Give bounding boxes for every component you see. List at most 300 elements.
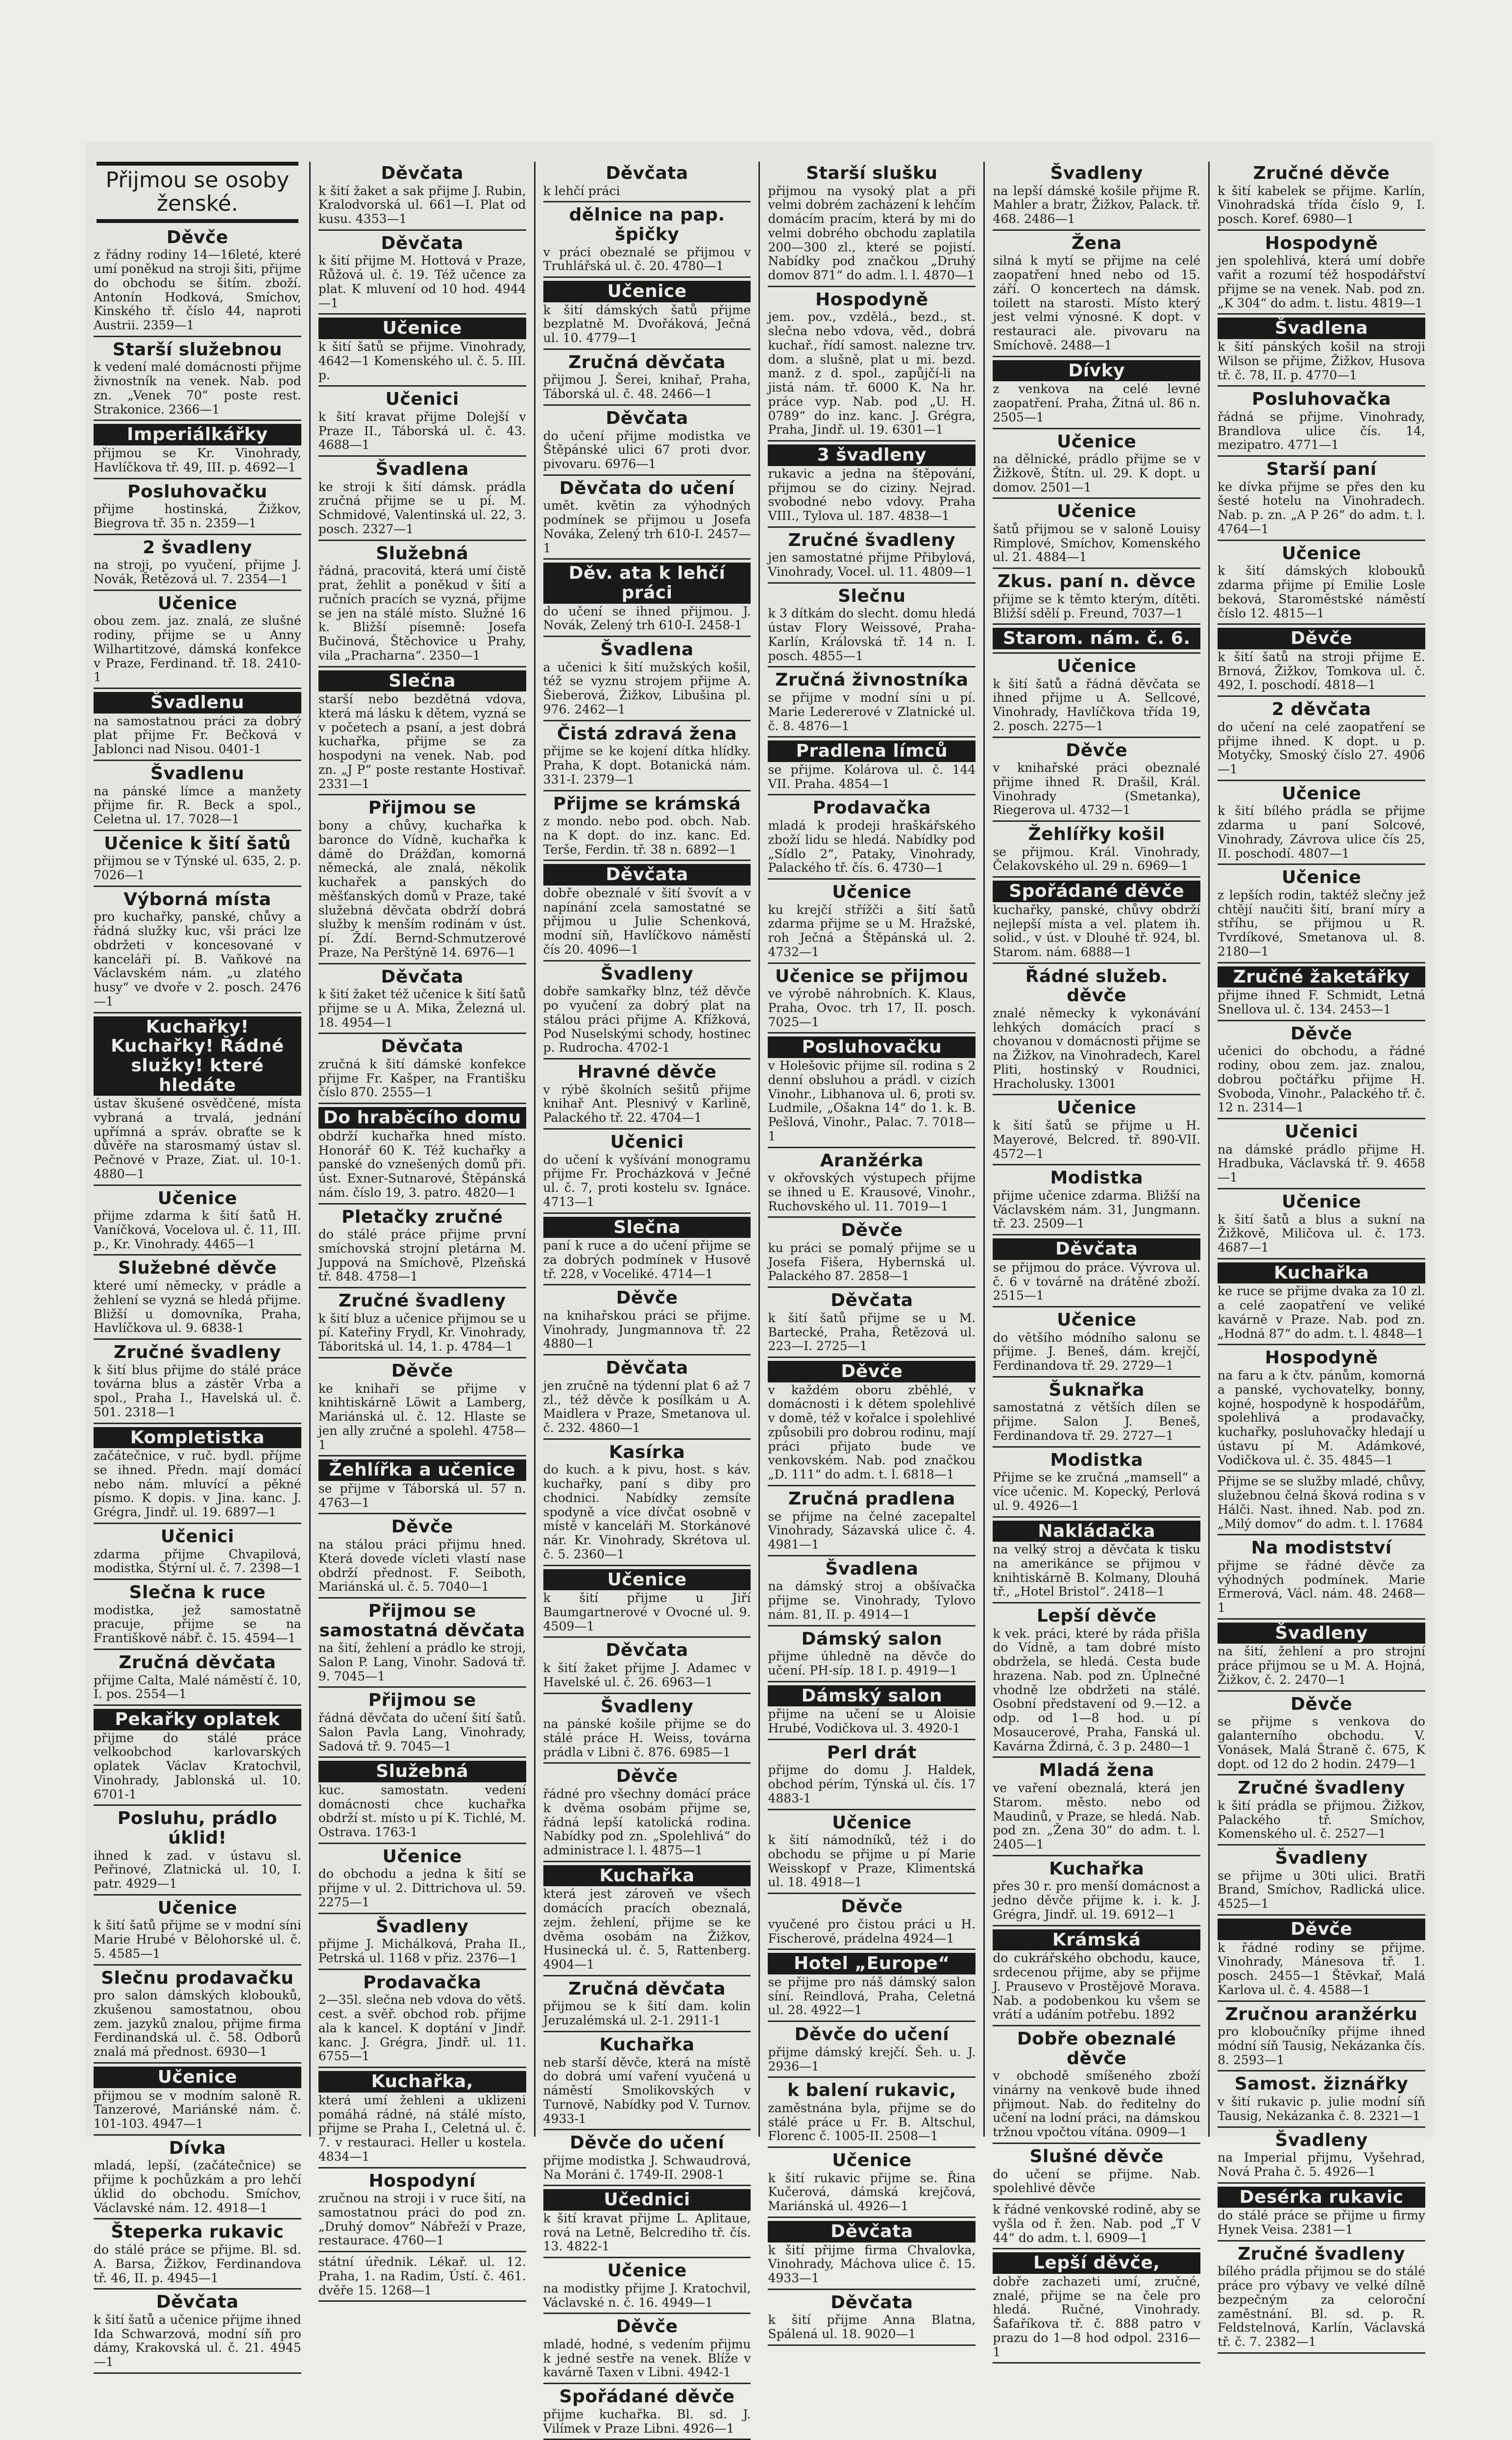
ad-title: Švadleny: [1275, 2130, 1368, 2150]
ad-divider: [318, 2167, 526, 2169]
ad-body: do stálé práce se přijme u firmy Hynek Veisa. 2381—1: [1218, 2208, 1425, 2237]
ad-divider: [318, 1103, 526, 1104]
ad-divider: [768, 1555, 975, 1556]
ad-title: Desérka rukavic: [1218, 2187, 1425, 2208]
ad-title: Učenice: [157, 1188, 238, 1208]
classified-ad: [543, 2317, 751, 2380]
ad-divider: [318, 1597, 526, 1599]
classified-ad: [543, 1062, 751, 1125]
ad-body: na Imperial přijmu, Vyšehrad, Nová Praha č. 5. 4926—1: [1218, 2150, 1425, 2179]
ad-title: Učednici: [543, 2189, 751, 2211]
ad-body: k šití pánských košil na stroji Wilson se přijme, Žižkov, Husova tř. č. 78, II. p. 4770—1: [1218, 340, 1425, 382]
ad-body: k šití blus přijme do stálé práce továrna blus a zástěr Vrba a spol., Praha I., Havelská ul. č. 501. 2318—1: [94, 1362, 301, 1419]
ad-title: Učenice: [1057, 501, 1137, 522]
ad-divider: [543, 790, 751, 791]
ad-body: přijmou J. Šerei, knihař, Praha, Táborská ul. č. 48. 2466—1: [543, 372, 751, 401]
ad-divider: [543, 1284, 751, 1285]
classified-ad: [993, 1238, 1200, 1303]
ad-title: Žehlířky košil: [1028, 824, 1165, 845]
ads-columns: [86, 162, 1433, 2436]
ad-title: dělnice na pap. špičky: [569, 205, 725, 245]
ad-title: Děvče: [616, 2317, 678, 2337]
classified-ad: [1218, 868, 1425, 959]
ad-body: dobře obeznalé v šití švovít a v napínání zcela samostatné se přijmou u Julie Schenková, modní síň, Havlíčkovo náměstí čís 20. 4096—1: [543, 886, 751, 957]
ad-body: z venkova na celé levné zaopatření. Praha, Žitná ul. 86 n. 2505—1: [993, 382, 1201, 424]
ad-divider: [993, 1855, 1200, 1856]
ad-title: Pekařky oplatek: [94, 1709, 301, 1730]
classified-ad: [768, 2025, 975, 2073]
ad-body: přijmou se v modním saloně R. Tanzerové, Mariánské nám. č. 101-103. 4947—1: [94, 2088, 301, 2131]
ad-divider: [1218, 385, 1425, 387]
ad-body: modistka, jež samostatně pracuje, přijme se na Františkově nábř. č. 15. 4594—1: [94, 1602, 301, 1646]
ad-body: z řádny rodiny 14—16leté, které umí poněkud na stroji šiti, přijme do obchodu se šitím. zboží. Antonín Hodková, Smíchov, Kinského tř. číslo 44, naproti Austrii. 2359—1: [94, 247, 301, 333]
ad-divider: [768, 2344, 975, 2346]
ad-body: na modistky přijme J. Kratochvil, Václavské n. č. 16. 4949—1: [543, 2281, 751, 2310]
ad-title: Kompletistka: [94, 1427, 301, 1449]
classified-ad: [1218, 2005, 1425, 2068]
classified-ad: [1218, 1623, 1425, 1687]
ad-title: Zručné švadleny: [1238, 2243, 1405, 2264]
ad-title: Děvče: [616, 1288, 678, 1308]
ad-body: přijme hostinská, Žižkov, Biegrova tř. 35 n. 2359—1: [94, 502, 301, 530]
ad-divider: [543, 558, 751, 560]
ad-body: dobře samkařky blnz, též děvče po vyučení za dobrý plat na stálou práci přijme A. Kfížková, Pod Nuselskými schody, hostinec p. Rudrocha. 4702-1: [543, 984, 751, 1055]
ad-body: přes 30 r. pro menší domácnost a jedno děvče přijme k. i. k. J. Grégra, Jindř. ul. 19. 6912—1: [993, 1879, 1201, 1922]
classified-ad: [318, 544, 526, 663]
ad-divider: [318, 1455, 526, 1456]
ad-divider: [543, 1693, 751, 1694]
ad-title: Šteperka rukavic: [111, 2222, 284, 2243]
ad-body: se přijme s venkova do galanterního obchodu. V. Vonásek, Malá Štraně č. 675, K dopt. od 12 do 2 hodin. 2479—1: [1218, 1714, 1425, 1771]
ad-title: Učenici: [1284, 1122, 1359, 1142]
ad-divider: [1218, 2070, 1425, 2071]
ad-divider: [1218, 1690, 1425, 1692]
ad-title: Děvče: [1218, 628, 1425, 649]
ad-body: jen spolehlivá, která umí dobře vařit a rozumí též hospodářství přijme se na venek. Nab. pod zn. „K 304“ do adm. t. listu. 4819—1: [1218, 253, 1425, 310]
ad-title: Učenici: [385, 389, 459, 410]
ad-column: [983, 162, 1208, 2359]
classified-ad: [543, 1697, 751, 1760]
ad-body: samostatná z větších dílen se přijme. Salon J. Beneš, Ferdinandova tř. 29. 2727—1: [993, 1400, 1201, 1443]
ad-column: [86, 162, 309, 2369]
ad-divider: [94, 1804, 301, 1806]
classified-ad: [318, 390, 526, 452]
classified-ad: [1218, 1348, 1425, 1467]
ad-divider: [993, 497, 1200, 499]
ad-title: Švadlena: [825, 1558, 919, 1579]
ad-title: Lepší děvče: [1037, 1606, 1157, 1627]
ad-title: Služebná: [318, 1761, 526, 1782]
ad-body: v obchodě smíšeného zboží vinárny na venkově bude ihned přijmout. Nab. do ředitelny do učení na lodní práci, na dámskou tržnou vpočtou vítána. 0909—1: [993, 2069, 1201, 2140]
classified-ad: [318, 2071, 526, 2164]
classified-ad: [318, 1459, 526, 1510]
ad-divider: [993, 2362, 1200, 2364]
ad-divider: [993, 2198, 1200, 2200]
classified-ad: [94, 1189, 301, 1252]
ad-body: na dámský stroj a obšívačka přijme se. Vinohrady, Tylovo nám. 81, II. p. 4914—1: [768, 1579, 976, 1622]
classified-ad: [993, 2029, 1200, 2140]
ad-body: přijme Calta, Malé náměstí č. 10, I. pos. 2554—1: [94, 1673, 301, 1701]
ad-divider: [94, 590, 301, 591]
ad-body: začátečnice, v ruč. bydl. příjme se ihned. Předn. mají domácí nebo nám. mluvící a pěkné písmo. K dopis. v Jina. kanc. J. Grégra, Jindř. ul. 19. 6897—1: [94, 1449, 301, 1520]
ad-divider: [993, 229, 1200, 231]
ad-title: Na modistství: [1251, 1538, 1392, 1558]
ad-title: Učenice: [1281, 543, 1362, 564]
ad-divider: [318, 2251, 526, 2252]
ad-body: ku krejčí střížči a šití šatů zdarma přijme se u M. Hražské, roh Ječná a Štěpánská ul. 2. 4732—1: [768, 902, 976, 959]
ad-divider: [768, 1147, 975, 1148]
classified-ad: [768, 1953, 975, 2018]
classified-ad: [318, 234, 526, 311]
ad-divider: [318, 1357, 526, 1358]
ad-divider: [768, 2217, 975, 2218]
ad-title: Děvčata: [381, 966, 463, 987]
classified-ad: [94, 538, 301, 587]
classified-ad: [768, 444, 975, 523]
ad-divider: [318, 794, 526, 795]
ad-divider: [993, 820, 1200, 822]
ad-divider: [543, 2129, 751, 2130]
ad-body: k šití žaket přijme J. Adamec v Havelské ul. č. 26. 6963—1: [543, 1661, 751, 1689]
classified-ad: [768, 883, 975, 960]
ad-title: Slušné děvče: [1029, 2146, 1164, 2167]
section-title: Přijmou se osoby ženské.: [105, 168, 290, 217]
ad-body: paní k ruce a do učení přijme se za dobrých podmínek v Husově tř. 228, v Voceliké. 4714—1: [543, 1238, 751, 1281]
ad-body: obdrží kuchařka hned místo. Honorář 60 K. Též kuchařky a panské do vznešených domů při. úst. Exner-Sutnarové, Štěpánská nám. číslo 19, 3. patro. 4820—1: [318, 1129, 526, 1200]
ad-divider: [94, 1578, 301, 1580]
ad-column: [309, 162, 534, 2297]
ad-title: Zručné švadleny: [114, 1342, 281, 1363]
ad-title: Imperiálkářky: [94, 424, 301, 445]
classified-ad: [1218, 1122, 1425, 1185]
ad-body: z mondo. nebo pod. obch. Nab. na K dopt. do inz. kanc. Ed. Terše, Ferdin. tř. 38 n. 6892—1: [543, 814, 751, 857]
ad-title: Kasírka: [609, 1442, 685, 1462]
ad-title: Posluhu, prádlo úklid!: [117, 1808, 277, 1848]
ad-divider: [768, 1032, 975, 1034]
classified-ad: [1218, 1919, 1425, 1997]
classified-ad: [543, 1288, 751, 1351]
classified-ad: [543, 281, 751, 345]
ad-body: k šití šatů a učenice přijme ihned Ida Schwarzová, modní síň pro dámy, Krakovská ul. č. 21. 4945—1: [94, 2312, 301, 2369]
ad-title: Učenice: [1281, 783, 1362, 804]
ad-title: Učenice: [1281, 867, 1362, 888]
ad-body: do obchodu a jedna k šití se přijme v ul. 2. Dittrichova ul. 59. 2275—1: [318, 1867, 526, 1909]
classified-ad: [543, 1979, 751, 2028]
classified-ad: [768, 1897, 975, 1946]
ad-divider: [543, 474, 751, 476]
ad-divider: [94, 1704, 301, 1706]
ad-body: řádná se přijme. Vinohrady, Brandlova ulice čís. 14, mezipatro. 4771—1: [1218, 409, 1425, 452]
ad-body: ve vaření obeznalá, která jen Starom. město. nebo od Maudinů, v Praze, se hledá. Nab. pod zn. „Žena 30“ do adm. t. l. 2405—1: [993, 1781, 1201, 1852]
ad-body: do stálé práce přijme první smíchovská strojní pletárna M. Juppová na Smíchově, Plzeňská tř. 848. 4758—1: [318, 1227, 526, 1284]
ad-title: Samost. žiznářky: [1234, 2074, 1409, 2095]
ad-divider: [768, 666, 975, 667]
ad-title: Švadleny: [600, 1696, 694, 1717]
ad-divider: [94, 760, 301, 761]
ad-divider: [768, 1485, 975, 1486]
ad-column: [758, 162, 983, 2341]
classified-ad: [94, 1709, 301, 1801]
section-header: [94, 162, 301, 223]
ad-title: Kuchařka: [1218, 1262, 1425, 1284]
ad-body: přijme ihned F. Schmidt, Letná Snellova ul. č. 134. 2453—1: [1218, 988, 1425, 1017]
classified-ad: [94, 1427, 301, 1520]
classified-ad: [318, 1107, 526, 1200]
classified-ad: [318, 1973, 526, 2064]
ad-title: Pletačky zručné: [341, 1207, 503, 1227]
classified-ad: [1218, 1475, 1425, 1531]
ad-title: Přijmou se: [368, 1690, 476, 1711]
classified-ad: [768, 164, 975, 283]
ad-divider: [94, 478, 301, 479]
classified-ad: [94, 1343, 301, 1420]
classified-ad: [318, 967, 526, 1030]
classified-ad: [768, 1813, 975, 1890]
ad-body: do kuch. a k pivu, host. s káv. kuchařky, paní s diby pro chodnici. Nabídky zemsíte spodyně a více dívčat osobně v místě v kanceláři M. Storkánové nár. Kr. Vinohrady, Skrétova ul. č. 5. 2360—1: [543, 1462, 751, 1561]
ad-divider: [543, 1861, 751, 1862]
ad-body: k 3 dítkám do slecht. domu hledá ústav Flory Weissové, Praha-Karlín, Královská tř. 14 n. I. posch. 4855—1: [768, 606, 976, 663]
ad-title: Modistka: [1050, 1168, 1143, 1188]
ad-title: Mladá žena: [1039, 1760, 1154, 1781]
classified-ad: [94, 228, 301, 333]
ad-body: Přijme se se služby mladé, chůvy, služebnou čelná šková rodina s v Hálči. Nast. ihned. Nab. pod zn. „Milý domov“ do adm. t. l. 17684: [1218, 1474, 1425, 1531]
ad-body: do učení přijme modistka ve Štěpánské ulici 67 proti dvor. pivovaru. 6976—1: [543, 428, 751, 471]
ad-body: k šití bluz a učenice přijmou se u pí. Kateřiny Frydl, Kr. Vinohrady, Táboritská ul. 14, 1. p. 4784—1: [318, 1311, 526, 1354]
classified-ad: [94, 2067, 301, 2131]
ad-divider: [768, 1809, 975, 1810]
ad-divider: [318, 666, 526, 667]
ad-divider: [318, 385, 526, 387]
classified-ad: [543, 353, 751, 401]
classified-ad: [993, 234, 1200, 353]
classified-ad: [318, 1847, 526, 1910]
ad-title: Kuchařky! Kuchařky! Řádné služky! které hledáte: [94, 1016, 301, 1096]
ad-divider: [94, 688, 301, 689]
classified-ad: [993, 1521, 1200, 1600]
ad-divider: [1218, 1118, 1425, 1119]
ad-body: které umí německy, v prádle a žehlení se vyzná se hledá přijme. Bližší u domovníka, Praha, Havlíčkova ul. 9. 6838-1: [94, 1279, 301, 1335]
ad-body: se přijme. Kolárova ul. č. 144 VII. Praha. 4854—1: [768, 762, 976, 791]
ad-title: Učenice: [832, 882, 912, 902]
ad-title: Děvčata: [381, 163, 463, 183]
ad-divider: [1218, 2352, 1425, 2354]
classified-ad: [543, 640, 751, 717]
ad-title: Švadlenu: [150, 763, 244, 784]
ad-divider: [1218, 1020, 1425, 1021]
ad-body: ústav škušené osvědčené, místa vybraná a trvalá, jednání upřímná a správ. obraťte se k důvěře na starosmamý ústav sl. Pečnové v Praze, Ziat. ul. 10-1. 4880—1: [94, 1096, 301, 1181]
ad-divider: [543, 1212, 751, 1214]
ad-body: ke dívka přijme se přes den ku šesté hotelu na Vinohradech. Nab. p. zn. „A P 26“ do adm. t. l. 4764—1: [1218, 479, 1425, 536]
ad-title: Kuchařka: [1049, 1858, 1145, 1879]
classified-ad: [318, 164, 526, 226]
ad-divider: [1218, 962, 1425, 963]
ad-title: Švadleny: [1050, 163, 1143, 183]
ad-body: do učení k vyšívání monogramu přijme Fr. Procházková v Ječné ul. č. 7, proti kostelu sv. Ignáce. 4713—1: [543, 1152, 751, 1209]
classified-ad: [543, 479, 751, 556]
ad-divider: [768, 1948, 975, 1950]
ad-title: Hotel „Europe“: [768, 1953, 975, 1974]
classified-ad: [768, 1743, 975, 1806]
ad-title: Zručné švadleny: [1238, 1778, 1405, 1799]
ad-body: bony a chůvy, kuchařka k baronce do Vídně, kuchařka k dámě do Drážďan, komorná německá, ale znalá, několik kuchařek a panských do měšťanských domů v Praze, také služebná děvčata obdrží dobrá služby k menším rodinám v úst. pí. Ždí. Bernd-Schmutzerové Praze, Na Perštýně 14. 6976—1: [318, 818, 526, 960]
ad-divider: [94, 1012, 301, 1013]
classified-ad: [768, 531, 975, 579]
ad-body: k šití šatů přijme se u M. Bartecké, Praha, Řetězová ul. 223—I. 2725—1: [768, 1310, 976, 1354]
ad-body: ke stroji k šití dámsk. prádla zručná přijme se u pí. M. Schmidové, Valentinská ul. 22, 3. posch. 2327—1: [318, 479, 526, 536]
ad-title: Hospodyně: [1265, 233, 1378, 253]
ad-body: se přijmou do práce. Vývrova ul. č. 6 v továrně na drátěné zboží. 2515—1: [993, 1260, 1201, 1303]
ad-title: Zručné děvče: [1253, 163, 1390, 183]
ad-divider: [543, 1438, 751, 1440]
ad-divider: [1218, 1534, 1425, 1535]
classified-ad: [768, 587, 975, 664]
ad-title: Učenice: [832, 1812, 912, 1833]
ad-body: rukavic a jedna na štěpování, přijmou se do ciziny. Nejrad. svobodné nebo vdovy. Praha VIII., Tylova ul. 187. 4838—1: [768, 466, 976, 523]
ad-title: Švadleny: [1275, 1848, 1368, 1869]
ad-title: Děvčata: [543, 864, 751, 886]
ad-body: obou zem. jaz. znalá, ze slušné rodiny, přijme se u Anny Wilhartitzové, dámská konfekce v Praze, Ferdinand. tř. 18. 2410-1: [94, 614, 301, 685]
ad-body: k šití přijme u Jiří Baumgartnerové v Ovocné ul. 9. 4509—1: [543, 1591, 751, 1633]
ad-divider: [543, 2031, 751, 2032]
ad-divider: [318, 963, 526, 964]
ad-divider: [94, 1894, 301, 1896]
ad-title: Děvčata: [830, 2292, 913, 2313]
classified-ad: [318, 318, 526, 382]
ad-title: 2 švadleny: [143, 537, 252, 558]
ad-body: učenici do obchodu, a řádné rodiny, obou zem. jaz. znalou, dobrou počtářku přijme H. Svoboda, Vinohr., Palackého tř. č. 12 n. 2314—1: [1218, 1044, 1425, 1115]
ad-body: na velký stroj a děvčata k tisku na amerikánce se přijmou v knihtiskárně B. Kolmany, Dlouhá tř., „Hotel Bristol“. 2418—1: [993, 1542, 1201, 1599]
ad-title: Prodavačka: [812, 798, 931, 818]
ad-body: z lepších rodin, taktéž slečny jež chtějí naučiti šití, braní míry a stříhu, se přijmou u R. Tvrdíkové, Smetanova ul. 8. 2180—1: [1218, 887, 1425, 959]
classified-ad: [94, 424, 301, 474]
ad-title: Učenice: [832, 2150, 912, 2171]
ad-body: v každém oboru zběhlé, v domácnosti i k dětem spolehlivé v domě, též v kořalce i spolehlivé způsobili pro dobrou rodinu, mají práci přijato bude ve venkovském. Nab. pod značkou „D. 111“ do adm. t. l. 6818—1: [768, 1382, 976, 1482]
ad-divider: [318, 455, 526, 457]
ad-column: [534, 162, 759, 2436]
classified-ad: [993, 1168, 1200, 1231]
classified-ad: [94, 2222, 301, 2285]
ad-divider: [543, 2185, 751, 2186]
ad-body: k šití bílého prádla se přijme zdarma u paní Solcové, Vinohrady, Závrova ulice čís 25, II. poschodí. 4807—1: [1218, 804, 1425, 861]
ad-divider: [543, 1058, 751, 1060]
ad-body: přijmou se k šití dam. kolin Jeruzalémská ul. 2-1. 2911-1: [543, 1999, 751, 2028]
classified-ad: [768, 1291, 975, 1354]
ad-divider: [768, 2076, 975, 2078]
header-rule: [97, 219, 298, 223]
classified-ad: [1218, 1262, 1425, 1341]
classified-ad: [543, 864, 751, 957]
classified-ad: [94, 834, 301, 883]
classified-ad: [993, 2203, 1200, 2245]
ad-divider: [768, 1286, 975, 1288]
ad-title: Pradlena límců: [768, 740, 975, 762]
classified-ad: [543, 1217, 751, 1282]
classified-ad: [94, 1258, 301, 1335]
ad-title: 3 švadleny: [768, 444, 975, 466]
ad-divider: [993, 1306, 1200, 1307]
ad-title: Žena: [1072, 233, 1122, 253]
ad-divider: [768, 1356, 975, 1358]
ad-title: Zručné švadleny: [338, 1291, 506, 1311]
ad-divider: [543, 276, 751, 278]
ad-divider: [94, 830, 301, 831]
ad-title: Zručnou aranžérku: [1225, 2004, 1418, 2024]
classified-ad: [768, 670, 975, 733]
ad-divider: [1218, 863, 1425, 865]
classified-ad: [1218, 2131, 1425, 2179]
ad-divider: [1218, 313, 1425, 315]
ad-body: k šití šatů se přijme u H. Mayerové, Belcred. tř. 890-VII. 4572—1: [993, 1118, 1201, 1161]
ad-divider: [1218, 1618, 1425, 1620]
ad-body: Přijme se ke zručná „mamsell“ a více učenic. M. Kopecký, Perlová ul. 9. 4926—1: [993, 1470, 1201, 1513]
ad-divider: [1218, 2126, 1425, 2128]
ad-divider: [94, 419, 301, 421]
ad-title: Děvče: [616, 1766, 678, 1787]
classified-ad: [993, 1310, 1200, 1373]
classified-ad: [543, 2261, 751, 2310]
ad-divider: [543, 348, 751, 350]
ad-body: přijme zdarma k šití šatů H. Vaníčková, Vocelova ul. č. 11, III. p., Kr. Vinohrady. 4465—1: [94, 1208, 301, 1251]
ad-title: Šuknařka: [1049, 1380, 1145, 1400]
classified-ad: [318, 1291, 526, 1354]
ad-divider: [768, 1681, 975, 1682]
classified-ad: [768, 2293, 975, 2341]
ad-body: státní úřednik. Lékař. ul. 12. Praha, 1. na Radim, Ústí. č. 461. dvěře 15. 1268—1: [318, 2255, 526, 2297]
ad-title: Do hraběcího domu: [318, 1107, 526, 1129]
ad-body: a učenici k šití mužských košil, též se vyznu strojem přijme A. Šieberová, Žižkov, Libušina pl. 976. 2462—1: [543, 660, 751, 716]
ad-divider: [318, 1756, 526, 1758]
classified-ad: [768, 1685, 975, 1736]
ad-title: Děvče: [166, 227, 228, 247]
ad-body: přijme kuchařka. Bl. sd. J. Vilímek v Praze Libni. 4926—1: [543, 2407, 751, 2436]
ad-body: mladá k prodeji hraškářského zboží lidu se hledá. Nabídky pod „Sídlo 2“, Pataky, Vinohrady, Palackého tř. čís. 6. 4730—1: [768, 818, 976, 875]
classified-ad: [993, 502, 1200, 565]
ad-body: která jest zároveň ve všech domácích pracích obeznalá, zejm. žehlení, přijme se ke dvěma osobám na Žižkov, Husinecká ul. č. 5, Rattenberg. 4904—1: [543, 1887, 751, 1972]
ad-body: k šití kravat přijme Dolejší v Praze II., Táborská ul. č. 43. 4688—1: [318, 409, 526, 452]
ad-divider: [768, 2146, 975, 2148]
ad-divider: [993, 876, 1200, 878]
ad-body: k vek. práci, které by ráda přišla do Vídně, a tam dobré místo obdržela, se hledá. Cesta bude hrazena. Nab. pod zn. Úplnečné vhodně lze obdržeti na stálé. Osobní představení od 9.—12. a odp. od 1—8 hod. u pí Mosaucerové, Praha, Fanská ul. Kavárna Ždirná, č. 3 p. 2480—1: [993, 1626, 1201, 1753]
ad-body: přijmou na vysoký plat a při velmi dobrém zacházení k lehčím domácím pracím, která by mi do velmi dobrého obchodu zaplatila 200—300 zl., které se pojistí. Nabídky pod značkou „Druhý domov 871“ do adm. l. l. 4870—1: [768, 183, 976, 283]
ad-divider: [543, 636, 751, 637]
ad-title: Děvče: [1291, 1694, 1353, 1714]
ad-body: kuc. samostatn. vedení domácnosti chce kuchařka obdrží st. místo u pí K. Tichlé, M. Ostrava. 1763-1: [318, 1782, 526, 1840]
ad-title: Učenice: [543, 1569, 751, 1591]
ad-title: Služebná: [376, 543, 469, 564]
ad-body: k šití šatů se přijme. Vinohrady, 4642—1 Komenského ul. č. 5. III. p.: [318, 340, 526, 382]
classified-ad: [543, 1641, 751, 1689]
ad-title: Děvče: [841, 1897, 903, 1917]
ad-title: Slečna: [318, 670, 526, 692]
ad-body: šatů přijmou se v saloně Louisy Rimplové, Smíchov, Komenského ul. 21. 4884—1: [993, 521, 1201, 565]
classified-ad: [543, 794, 751, 857]
ad-body: přijme modistka J. Schwaudrová, Na Moráni č. 1749-II. 2908-1: [543, 2153, 751, 2182]
ad-title: Hospodyně: [815, 289, 928, 310]
classified-ad: [1218, 1538, 1425, 1615]
ad-divider: [94, 2372, 301, 2374]
ad-divider: [993, 2143, 1200, 2144]
classified-ad: [543, 1133, 751, 1209]
classified-ad: [1218, 966, 1425, 1017]
ad-title: Děvčata: [768, 2221, 975, 2243]
ad-divider: [993, 2025, 1200, 2026]
ad-body: k lehčí práci: [543, 183, 620, 198]
ad-title: Učenici: [610, 1132, 684, 1152]
ad-body: ke knihaři se přijme v knihtiskárně Löwit a Lamberg, Mariánská ul. č. 12. Hlaste se jen ally zručné a spolehl. 4758—1: [318, 1381, 526, 1452]
classified-ad: [993, 825, 1200, 873]
classified-ad: [543, 1443, 751, 1562]
ad-title: Švadleny: [376, 1916, 469, 1937]
